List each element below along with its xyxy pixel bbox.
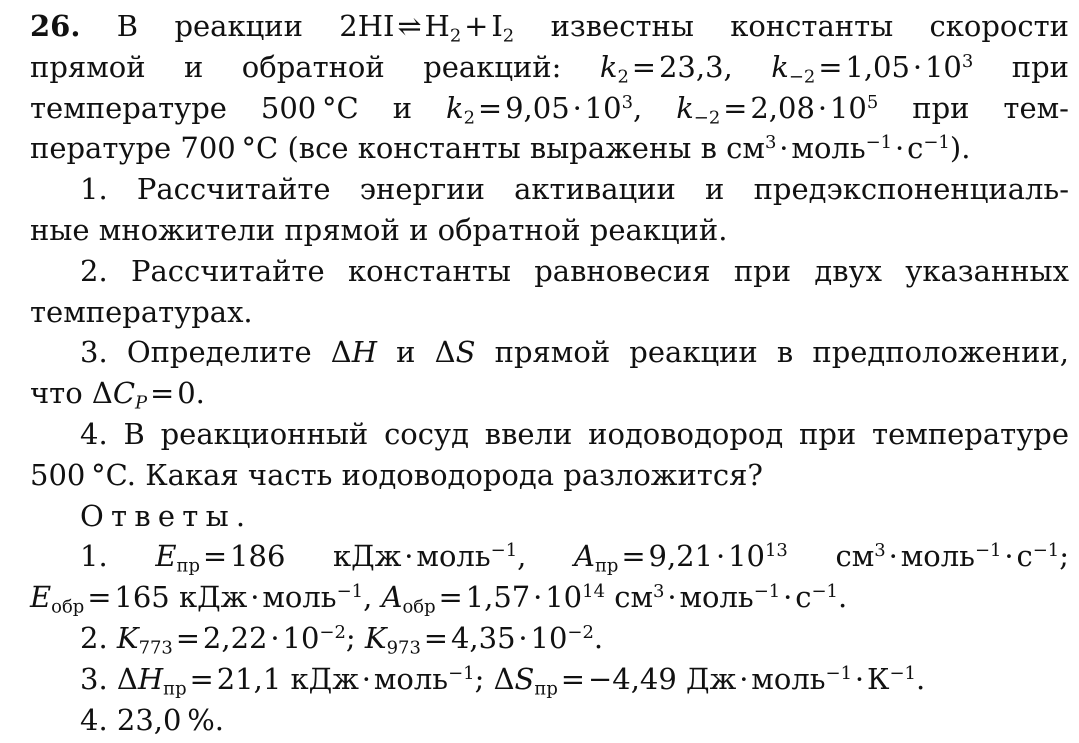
problem-number: 26. xyxy=(30,9,81,43)
answers-heading: Ответы. xyxy=(80,498,253,533)
statement-line-3: температуре 500 °C и $k_2$ = 9,05 · $10^3$, $k_{-2}$ = 2,08 · $10^5$ при тем- xyxy=(30,90,1069,128)
statement-line-4: пературе 700 °C (все константы выражены в $см^3$ · моль$^{-1}$ · $с^{-1}$). xyxy=(30,131,971,166)
answer-1-line-2: $E_{обр}$ = 165 кДж · моль$^{-1}$, $A_{обр}$ = 1,57 · $10^{14}$ $см^3$ · моль$^{-1}$ · $с^{-1}$. xyxy=(30,580,848,618)
question-3-line-1: 3. Определите ΔH и ΔS прямой реакции в предположении, xyxy=(80,335,1069,370)
question-1-line-1: 1. Рассчитайте энергии активации и предэкспоненциаль- xyxy=(80,172,1069,207)
answer-3: 3. $\Delta H_{пр}$ = 21,1 кДж · моль$^{-1}$; $\Delta S_{пр}$ = −4,49 Дж · моль$^{-1}$ · $К^{-1}$. xyxy=(80,661,926,700)
question-4-line-2: 500 °C. Какая часть иодоводорода разложится? xyxy=(30,457,763,492)
question-2-line-2: температурах. xyxy=(30,294,253,329)
question-3-line-2: что $\Delta C_P$ = 0. xyxy=(30,376,205,414)
answer-2: 2. $K_{773}$ = 2,22 · $10^{-2}$; $K_{973}$ = 4,35 · $10^{-2}$. xyxy=(80,620,604,659)
answer-1-line-1: 1. $E_{пр}$ = 186 кДж · моль$^{-1}$, $A_{пр}$ = 9,21 · $10^{13}$ $см^3$ · моль$^{-1}$ · $с^{-1}$; xyxy=(80,539,1069,577)
question-4-line-1: 4. В реакционный сосуд ввели иодоводород при температуре xyxy=(80,416,1069,451)
statement-line-1: 26. В реакции 2HI ⇌ $H_2$ + $I_2$ известны константы скорости xyxy=(30,9,1069,47)
question-2-line-1: 2. Рассчитайте константы равновесия при двух указанных xyxy=(80,253,1069,288)
statement-line-2: прямой и обратной реакций: $k_2$ = 23,3, $k_{-2}$ = 1,05 · $10^3$ при xyxy=(30,49,1069,88)
question-1-line-2: ные множители прямой и обратной реакций. xyxy=(30,212,728,247)
answers-heading-line xyxy=(30,496,1069,537)
answer-4: 4. 23,0 %. xyxy=(80,702,225,737)
